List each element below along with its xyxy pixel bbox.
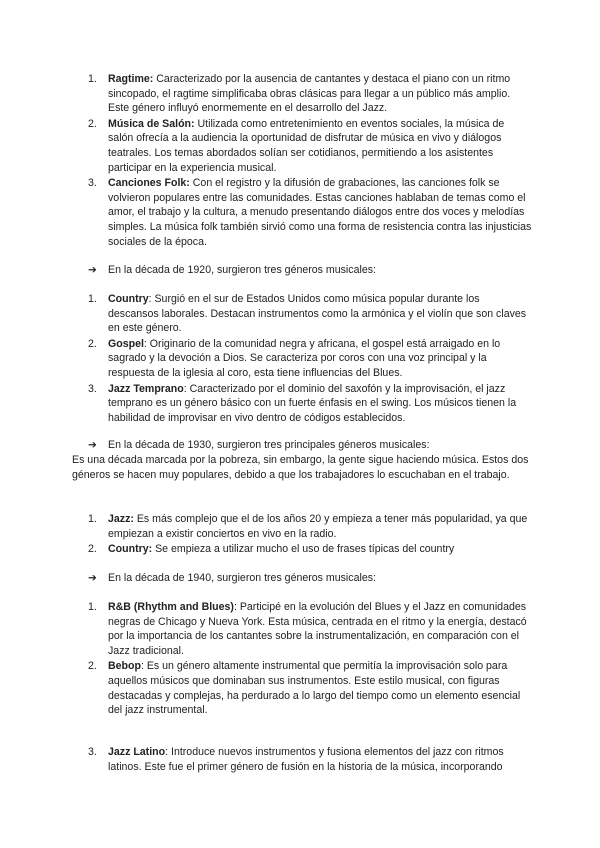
desc-musica-salon: Utilizada como entretenimiento en eventos sociales, la música de salón ofrecía a la audiencia la oportunidad de disfrutar de música en vivo y diálogos teatrales. Los temas abordados solían ser cotidianos, permitiendo a los asistentes participar en la experiencia musical. <box>108 117 505 174</box>
list-early-genres <box>72 72 532 249</box>
term-ragtime: Ragtime: <box>108 73 154 85</box>
term-country-1930: Country: <box>108 543 153 556</box>
list-number: 1. <box>88 293 97 305</box>
bullet-1930 <box>88 438 430 453</box>
desc-canciones-folk: Con el registro y la difusión de grabaciones, las canciones folk se volvieron populares entre las comunidades. Estas canciones hablaban de temas como el amor, el trabajo y la cultura, a menudo presentando diálogos entre dos voces y melodías simples. La música folk también sirvió como una forma de resistencia contra las injusticias sociales de la época. <box>108 177 532 248</box>
desc-country: : Surgió en el sur de Estados Unidos como música popular durante los descansos laborales. Destacan instrumentos como la armónica y el violín que son claves en este género. <box>108 293 527 335</box>
list-1930-genres <box>72 512 532 557</box>
term-jazz-latino: Jazz Latino <box>108 746 166 758</box>
list-number: 2. <box>88 337 97 350</box>
term-musica-salon: Música de Salón: <box>108 117 195 130</box>
list-number: 1. <box>88 513 97 525</box>
list-item-jazz <box>72 512 532 541</box>
bullet-1920-text: En la década de 1920, surgieron tres géneros musicales: <box>108 264 376 276</box>
desc-jazz: Es más complejo que el de los años 20 y empieza a tener más popularidad, ya que empiezan a existir conciertos en vivo en la radio. <box>108 513 528 540</box>
list-1940-genres <box>72 600 532 718</box>
desc-bebop: : Es un género altamente instrumental que permitía la improvisación solo para aquellos músicos que dominaban sus instrumentos. Este estilo musical, con figuras destacadas y complejas, ha perdurado a lo largo del tiempo como un elemento esencial del jazz instrumental. <box>108 660 521 717</box>
desc-jazz-temprano: : Caracterizado por el dominio del saxofón y la improvisación, el jazz temprano es un género básico con un fuerte énfasis en el swing. Los músicos tienen la habilidad de improvisar en vivo dentro de códigos establecidos. <box>108 382 517 424</box>
list-number: 2. <box>88 543 97 556</box>
list-number: 1. <box>88 73 97 85</box>
list-item-jazz-latino <box>72 745 532 774</box>
desc-gospel: : Originario de la comunidad negra y africana, el gospel está arraigado en lo sagrado y la devoción a Dios. Se caracteriza por coros con una voz principal y la respuesta de la iglesia al coro, esta tiene influencias del Blues. <box>108 337 501 379</box>
bullet-1920 <box>88 263 376 278</box>
list-item-canciones-folk <box>72 176 532 249</box>
term-rnb: R&B (Rhythm and Blues) <box>108 601 234 613</box>
list-item-musica-salon <box>72 117 532 175</box>
list-item-jazz-temprano <box>72 382 532 426</box>
bullet-1930-text: En la década de 1930, surgieron tres principales géneros musicales: <box>108 439 430 451</box>
bullet-1940 <box>88 571 376 586</box>
list-number: 1. <box>88 601 97 613</box>
list-item-rnb <box>72 600 532 658</box>
list-item-ragtime <box>72 72 532 116</box>
arrow-icon: ➔ <box>88 572 97 584</box>
list-item-country <box>72 292 532 336</box>
list-item-bebop <box>72 659 532 717</box>
list-item-country-1930 <box>72 542 532 557</box>
desc-ragtime: Caracterizado por la ausencia de cantantes y destaca el piano con un ritmo sincopado, el ragtime simplificaba obras clásicas para llegar a un público más amplio. Este género influyó enormemente en el desarrollo del Jazz. <box>108 73 511 115</box>
term-country: Country <box>108 293 149 305</box>
term-jazz: Jazz: <box>108 513 134 525</box>
bullet-1940-text: En la década de 1940, surgieron tres géneros musicales: <box>108 572 376 584</box>
list-item-gospel <box>72 337 532 381</box>
list-number: 2. <box>88 117 97 130</box>
desc-rnb: : Participé en la evolución del Blues y el Jazz en comunidades negras de Chicago y Nueva York. Esta música, centrada en el ritmo y la energía, destacó por la importancia de los cantantes sobre la instrumentalización, en comparación con el Jazz tradicional. <box>108 601 527 657</box>
term-bebop: Bebop <box>108 660 141 673</box>
arrow-icon: ➔ <box>88 439 97 451</box>
list-number: 2. <box>88 660 97 673</box>
term-canciones-folk: Canciones Folk: <box>108 177 190 190</box>
paragraph-1930: Es una década marcada por la pobreza, sin embargo, la gente sigue haciendo música. Estos dos géneros se hacen muy populares, debido a que los trabajadores lo escuchaban en el trabajo. <box>72 454 529 481</box>
term-gospel: Gospel <box>108 337 144 350</box>
list-1920-genres <box>72 292 532 425</box>
arrow-icon: ➔ <box>88 264 97 276</box>
list-number: 3. <box>88 382 97 395</box>
term-jazz-temprano: Jazz Temprano <box>108 382 184 395</box>
list-number: 3. <box>88 746 97 758</box>
desc-jazz-latino: : Introduce nuevos instrumentos y fusiona elementos del jazz con ritmos latinos. Este fue el primer género de fusión en la historia de la música, incorporando <box>108 746 504 773</box>
desc-country-1930: Se empieza a utilizar mucho el uso de frases típicas del country <box>152 543 455 556</box>
list-1940-genres-continued <box>72 745 532 774</box>
list-number: 3. <box>88 177 97 190</box>
